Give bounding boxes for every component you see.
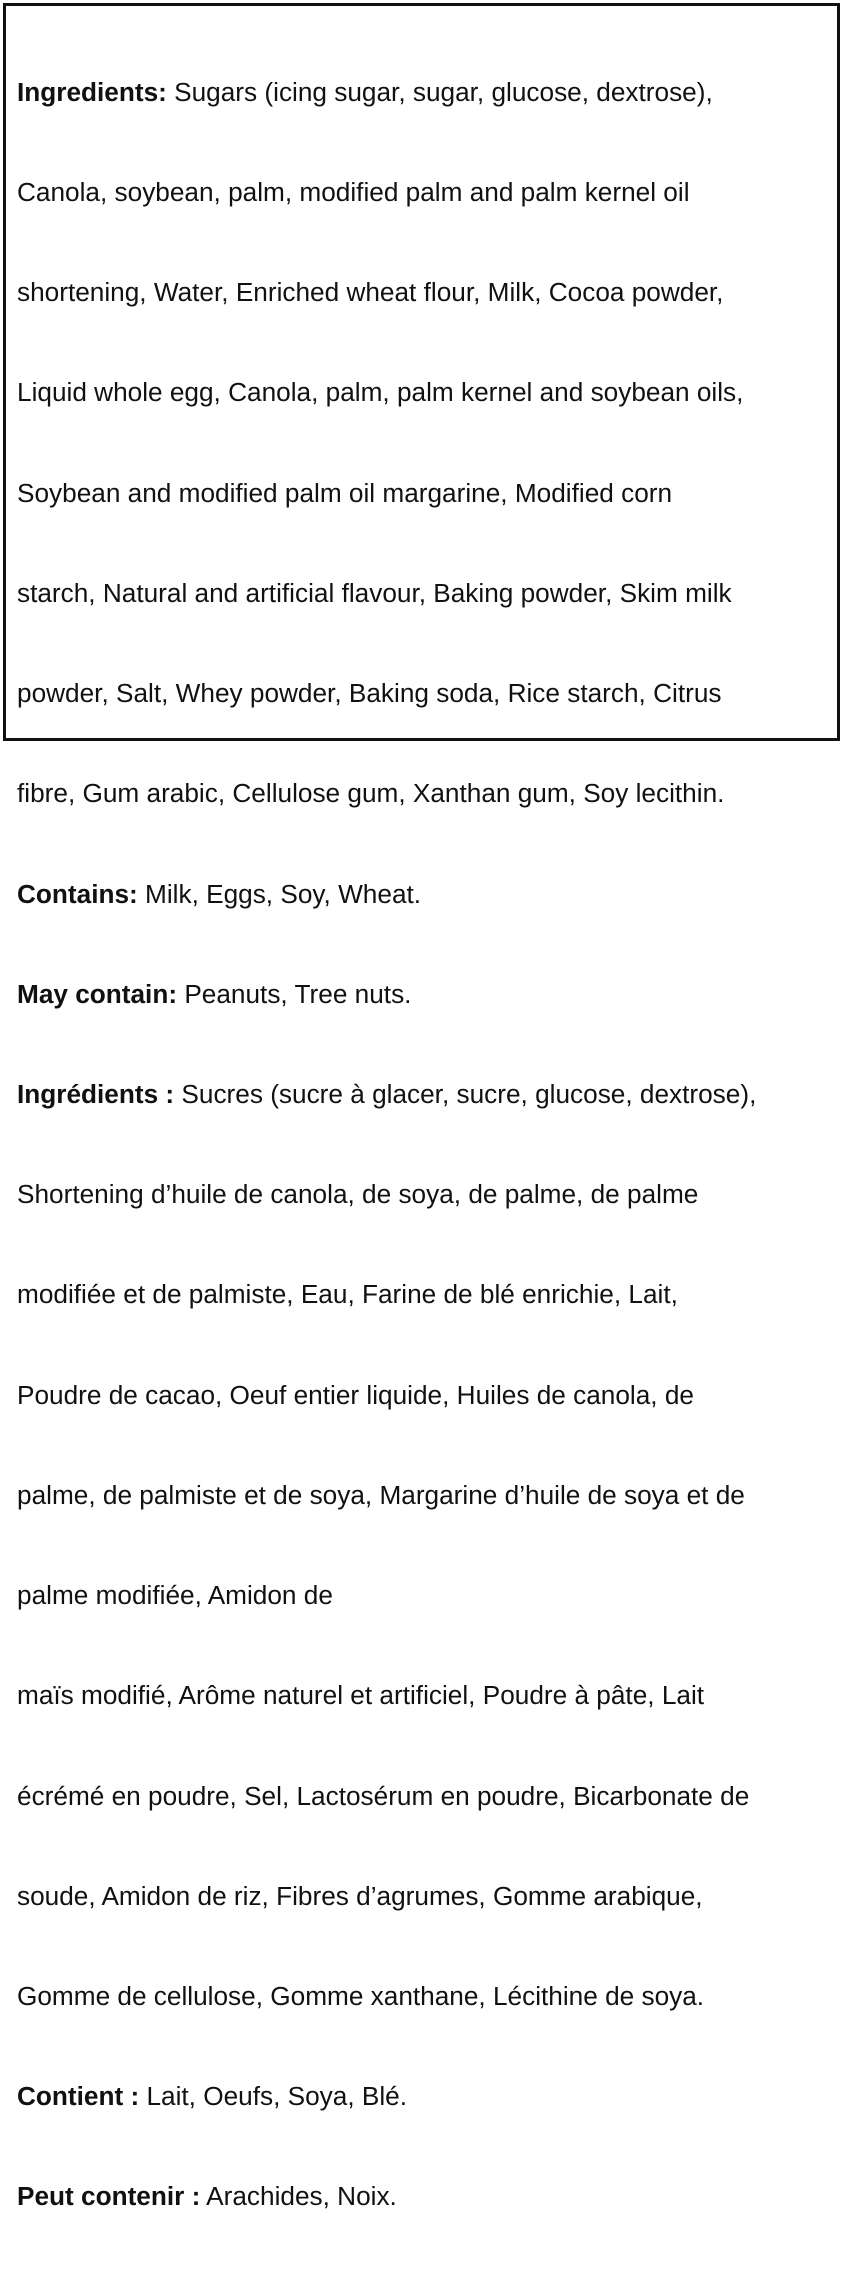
label-line [17,276,756,309]
label-line [17,1078,756,1111]
label-line [17,878,756,911]
section-heading-contains-fr: Contient : [17,2081,140,2112]
label-line [17,376,756,409]
line-text: palme modifiée, Amidon de [17,1580,333,1611]
line-text: Canola, soybean, palm, modified palm and palm kernel oil [17,177,690,208]
label-line [17,978,756,1011]
line-text: Shortening d’huile de canola, de soya, de palme, de palme [17,1179,699,1210]
label-line [17,777,756,810]
section-heading-ingredients-en: Ingredients: [17,76,167,107]
line-text: Lait, Oeufs, Soya, Blé. [139,2081,408,2112]
line-text: Poudre de cacao, Oeuf entier liquide, Huiles de canola, de [17,1379,694,1410]
line-text: Milk, Eggs, Soy, Wheat. [137,878,422,909]
section-heading-may-contain-en: May contain: [17,978,178,1009]
line-text: palme, de palmiste et de soya, Margarine d’huile de soya et de [17,1479,745,1510]
ingredients-text-block [17,9,756,2281]
line-text: Liquid whole egg, Canola, palm, palm kernel and soybean oils, [17,377,744,408]
label-line [17,2080,756,2113]
label-line [17,1379,756,1412]
label-line [17,1980,756,2013]
line-text: Arachides, Noix. [200,2181,397,2212]
label-line [17,1278,756,1311]
line-text: Sucres (sucre à glacer, sucre, glucose, dextrose), [174,1079,757,1109]
section-heading-contains-en: Contains: [17,878,138,909]
label-line [17,1880,756,1913]
line-text: starch, Natural and artificial flavour, Baking powder, Skim milk [17,577,732,608]
label-line [17,1579,756,1612]
label-line [17,2180,756,2213]
label-line [17,577,756,610]
line-text: écrémé en poudre, Sel, Lactosérum en poudre, Bicarbonate de [17,1780,750,1811]
ingredients-label-box [3,3,840,2212]
label-line [17,1178,756,1211]
section-heading-ingredients-fr: Ingrédients : [17,1079,175,1109]
line-text: shortening, Water, Enriched wheat flour, Milk, Cocoa powder, [17,277,724,308]
label-line [17,477,756,510]
line-text: soude, Amidon de riz, Fibres d’agrumes, Gomme arabique, [17,1880,703,1911]
line-text: powder, Salt, Whey powder, Baking soda, Rice starch, Citrus [17,678,722,709]
line-text: Gomme de cellulose, Gomme xanthane, Lécithine de soya. [17,1980,705,2011]
line-text: maïs modifié, Arôme naturel et artificiel, Poudre à pâte, Lait [17,1680,705,1711]
label-line [17,176,756,209]
line-text: Soybean and modified palm oil margarine, Modified corn [17,477,673,508]
label-line [17,1479,756,1512]
line-text: Peanuts, Tree nuts. [177,978,412,1009]
section-heading-may-contain-fr: Peut contenir : [17,2181,201,2212]
label-line [17,1780,756,1813]
label-line [17,76,756,109]
line-text: fibre, Gum arabic, Cellulose gum, Xanthan gum, Soy lecithin. [17,778,725,809]
label-line [17,677,756,710]
label-line [17,1679,756,1712]
line-text: Sugars (icing sugar, sugar, glucose, dextrose), [166,76,713,107]
line-text: modifiée et de palmiste, Eau, Farine de blé enrichie, Lait, [17,1279,678,1310]
